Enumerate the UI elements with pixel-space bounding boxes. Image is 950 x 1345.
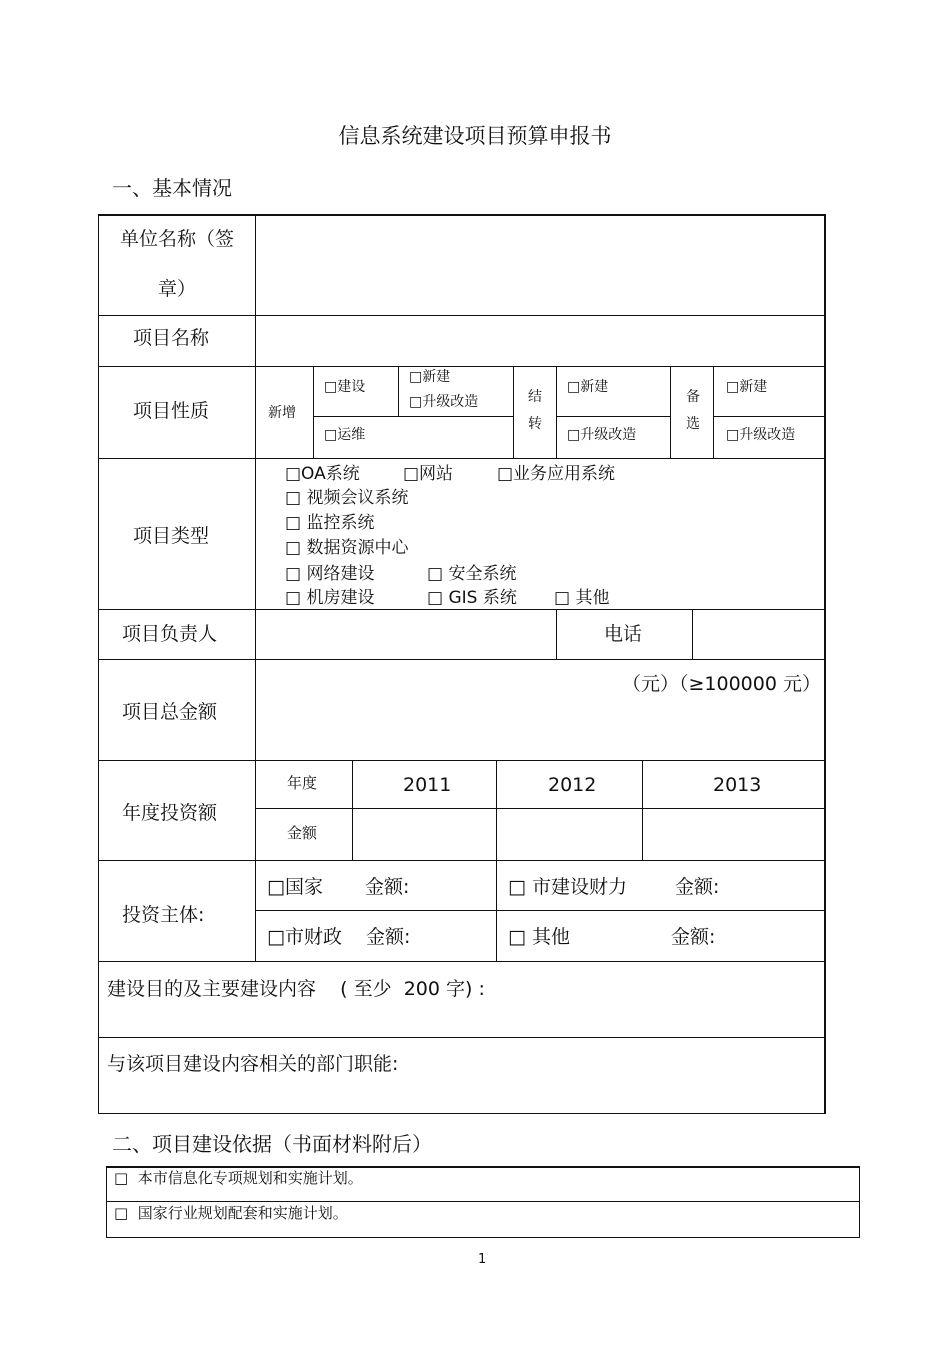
label-dept-function: 与该项目建设内容相关的部门职能: xyxy=(107,1053,399,1075)
checkbox-data-center[interactable]: □ 数据资源中心 xyxy=(285,538,409,558)
amount-unit-note: （元）（≥100000 元） xyxy=(622,673,821,695)
label-invest-subject: 投资主体: xyxy=(122,904,205,926)
checkbox-carryover-upgrade[interactable]: □升级改造 xyxy=(567,427,637,443)
checkbox-basis-national-plan[interactable]: □ 国家行业规划配套和实施计划。 xyxy=(114,1204,348,1222)
checkbox-basis-city-plan[interactable]: □ 本市信息化专项规划和实施计划。 xyxy=(114,1169,363,1187)
checkbox-optional-upgrade[interactable]: □升级改造 xyxy=(726,427,796,443)
label-unit-name: 单位名称（签 xyxy=(120,228,235,250)
checkbox-carryover-new[interactable]: □新建 xyxy=(567,379,609,395)
checkbox-oa-system[interactable]: □OA系统 xyxy=(285,464,360,484)
checkbox-invest-other[interactable]: □ 其他 xyxy=(508,926,570,948)
nature-optional-char1: 备 xyxy=(686,389,700,405)
section-2-heading: 二、项目建设依据（书面材料附后） xyxy=(112,1132,432,1156)
checkbox-operation[interactable]: □运维 xyxy=(324,427,366,443)
national-amount-label: 金额: xyxy=(365,876,410,898)
city-finance-amount-label: 金额: xyxy=(366,926,411,948)
label-amount: 金额 xyxy=(287,824,318,842)
label-phone: 电话 xyxy=(604,623,643,645)
label-project-type: 项目类型 xyxy=(133,525,210,547)
checkbox-gis[interactable]: □ GIS 系统 xyxy=(427,588,517,608)
checkbox-optional-new[interactable]: □新建 xyxy=(726,379,768,395)
checkbox-city-finance[interactable]: □市财政 xyxy=(267,926,342,948)
label-year: 年度 xyxy=(287,774,318,792)
checkbox-website[interactable]: □网站 xyxy=(403,464,454,484)
checkbox-business-app[interactable]: □业务应用系统 xyxy=(497,464,616,484)
checkbox-security[interactable]: □ 安全系统 xyxy=(427,564,517,584)
nature-new: 新增 xyxy=(268,405,296,421)
nature-carryover-char2: 转 xyxy=(528,416,542,432)
other-amount-label: 金额: xyxy=(671,926,716,948)
nature-carryover-char1: 结 xyxy=(528,389,542,405)
year-2012: 2012 xyxy=(548,774,597,796)
label-project-nature: 项目性质 xyxy=(133,400,210,422)
checkbox-type-other[interactable]: □ 其他 xyxy=(554,588,610,608)
label-annual-invest: 年度投资额 xyxy=(122,802,218,824)
label-total-amount: 项目总金额 xyxy=(122,701,218,723)
checkbox-upgrade[interactable]: □升级改造 xyxy=(409,394,479,410)
page-number: 1 xyxy=(478,1252,487,1267)
checkbox-monitor[interactable]: □ 监控系统 xyxy=(285,513,375,533)
checkbox-new-construction[interactable]: □新建 xyxy=(409,369,451,385)
nature-optional-char2: 选 xyxy=(686,416,700,432)
label-project-leader: 项目负责人 xyxy=(122,623,218,645)
checkbox-machine-room[interactable]: □ 机房建设 xyxy=(285,588,375,608)
label-project-name: 项目名称 xyxy=(133,327,210,349)
section-1-heading: 一、基本情况 xyxy=(112,176,232,200)
year-2013: 2013 xyxy=(713,774,762,796)
year-2011: 2011 xyxy=(403,774,452,796)
checkbox-video-conf[interactable]: □ 视频会议系统 xyxy=(285,488,409,508)
document-title: 信息系统建设项目预算申报书 xyxy=(338,124,612,148)
city-build-amount-label: 金额: xyxy=(675,876,720,898)
checkbox-national[interactable]: □国家 xyxy=(267,876,323,898)
label-purpose: 建设目的及主要建设内容 ( 至少 200 字) : xyxy=(107,978,485,1000)
checkbox-network[interactable]: □ 网络建设 xyxy=(285,564,375,584)
label-unit-name-cont: 章） xyxy=(158,278,197,300)
checkbox-build[interactable]: □建设 xyxy=(324,379,366,395)
checkbox-city-build[interactable]: □ 市建设财力 xyxy=(508,876,627,898)
